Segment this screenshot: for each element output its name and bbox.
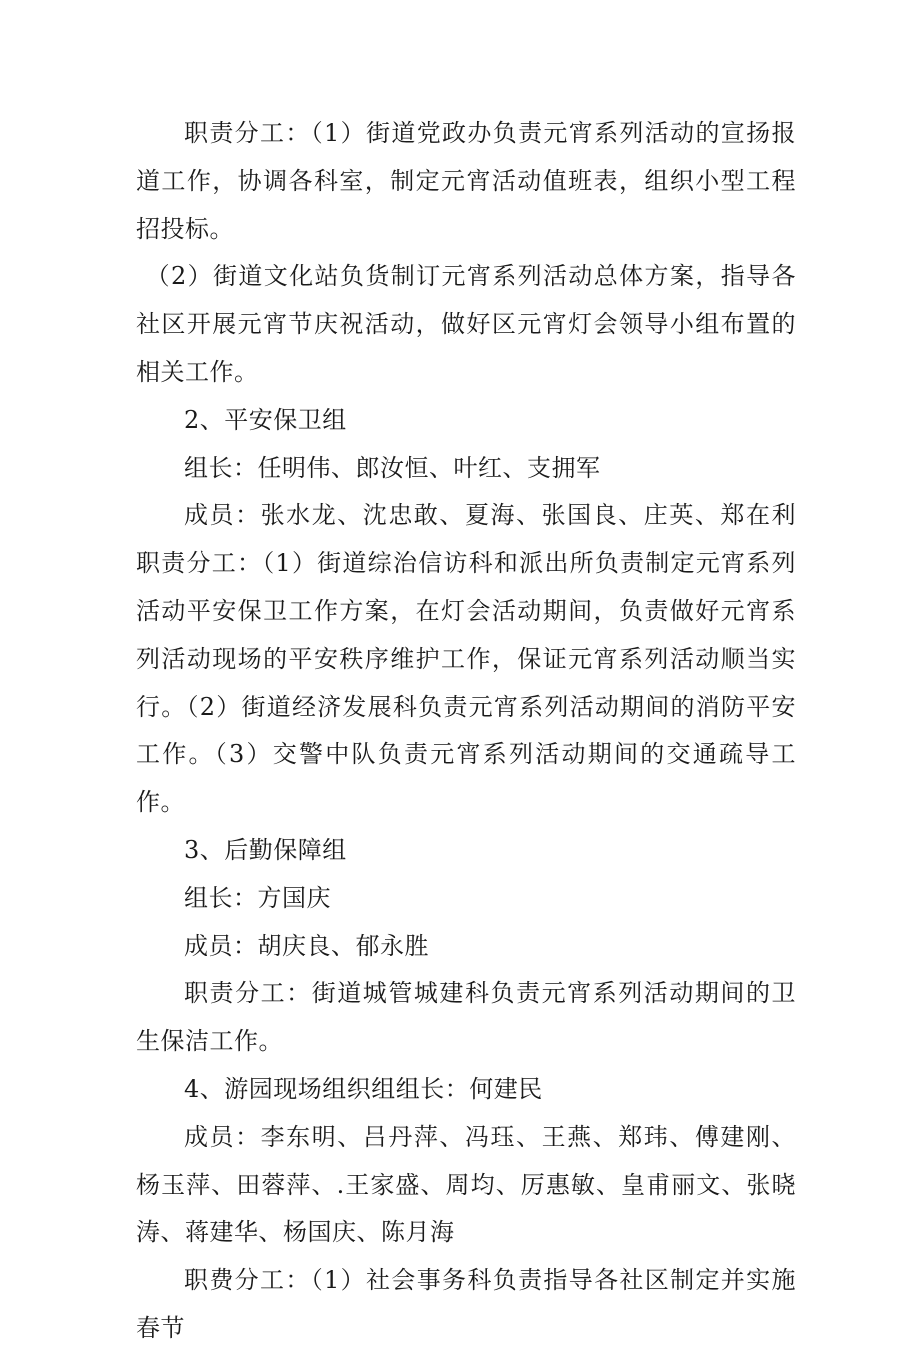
paragraph-duties-2: （2）街道文化站负货制订元宵系列活动总体方案，指导各社区开展元宵节庆祝活动，做好区元宵灯会领导小组布置的相关工作。 (136, 262, 796, 386)
paragraph-logistics-members: 成员：胡庆良、郁永胜 (184, 931, 429, 960)
paragraph-duties-1: 职责分工：（1）街道党政办负责元宵系列活动的宣扬报道工作，协调各科室，制定元宵活动值班表，组织小型工程招投标。 (136, 119, 796, 243)
paragraph-logistics-duties: 职责分工：街道城管城建科负责元宵系列活动期间的卫生保洁工作。 (136, 979, 796, 1056)
paragraph-logistics-leader: 组长：方国庆 (184, 883, 331, 912)
paragraph-security-leaders: 组长：任明伟、郎汝恒、叶红、支拥军 (184, 453, 601, 482)
paragraph-park-members: 成员：李东明、吕丹萍、冯珏、王燕、郑玮、傅建刚、杨玉萍、田蓉萍、.王家盛、周均、厉惠敏、皇甫丽文、张晓涛、蒋建华、杨国庆、陈月海 (136, 1122, 796, 1247)
paragraph-security-members: 成员：张水龙、沈忠敢、夏海、张国良、庄英、郑在利职责分工：（1）街道综治信访科和派出所负责制定元宵系列活动平安保卫工作方案，在灯会活动期间，负责做好元宵系列活动现场的平安秩序维护工作，保证元宵系列活动顺当实行。（2）街道经济发展科负责元宵系列活动期间的消防平安工作。（3）交警中队负责元宵系列活动期间的交通疏导工作。 (136, 501, 796, 817)
heading-park-site-group: 4、游园现场组织组组长：何建民 (184, 1074, 543, 1103)
heading-logistics-group: 3、后勤保障组 (184, 835, 347, 864)
heading-security-group: 2、平安保卫组 (184, 405, 347, 434)
paragraph-park-duties: 职费分工：（1）社会事务科负责指导各社区制定并实施春节 (136, 1266, 796, 1342)
document-body (136, 110, 796, 1353)
